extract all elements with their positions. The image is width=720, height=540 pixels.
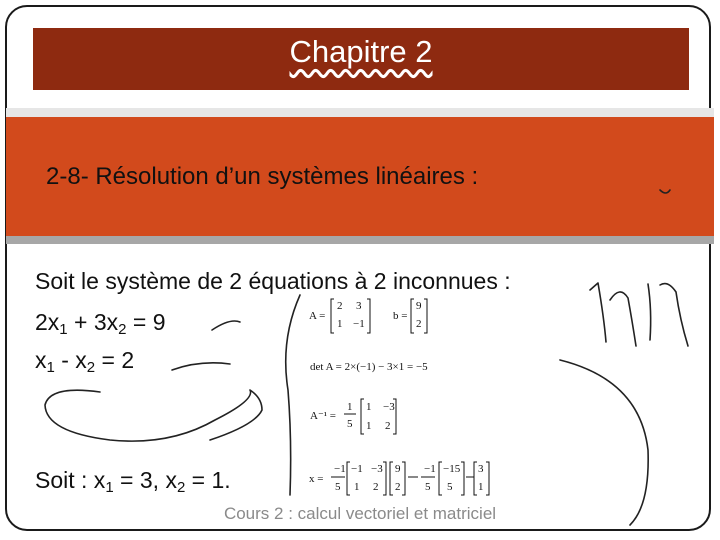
ink-stroke-eq1: [212, 321, 240, 330]
inverse-frac-den: 5: [347, 418, 353, 430]
inverse-label: A⁻¹ =: [310, 410, 337, 422]
x-frac2-den: 5: [425, 481, 431, 493]
section-subtitle: 2-8- Résolution d’un systèmes linéaires :: [46, 163, 479, 190]
inverse-r2c2: 2: [385, 420, 391, 432]
x-frac1-num: −1: [334, 463, 346, 475]
x-frac2-num: −1: [424, 463, 436, 475]
inverse-frac-num: 1: [347, 401, 353, 413]
x-mat-r1c1: −1: [351, 463, 363, 475]
determinant-line: det A = 2×(−1) − 3×1 = −5: [310, 361, 428, 373]
equation-1: $2x_1 + 3x_2 = 9$: [35, 309, 166, 338]
x-res-r2: 5: [447, 481, 453, 493]
x-sol-r1: 3: [478, 463, 484, 475]
slide-footer: Cours 2 : calcul vectoriel et matriciel: [223, 504, 497, 523]
matrix-a-r1c2: 3: [356, 300, 362, 312]
vector-b-label: b =: [393, 310, 408, 322]
matrix-a-r2c1: 1: [337, 318, 343, 330]
inverse-r1c1: 1: [366, 401, 372, 413]
x-mat-r2c2: 2: [373, 481, 379, 493]
matrix-a-label: A =: [309, 310, 326, 322]
ink-arc: [560, 360, 648, 525]
x-sol-r2: 1: [478, 481, 484, 493]
ink-loop: [45, 390, 262, 441]
ink-stroke-eq2: [172, 363, 230, 370]
vector-b-r2: 2: [416, 318, 422, 330]
inverse-r2c1: 1: [366, 420, 372, 432]
matrix-a-r2c2: −1: [353, 318, 365, 330]
x-mat-r1c2: −3: [371, 463, 383, 475]
inverse-r1c2: −3: [383, 401, 395, 413]
x-frac1-den: 5: [335, 481, 341, 493]
x-label: x =: [309, 473, 324, 485]
slide-title: Chapitre 2: [289, 34, 433, 69]
ink-scribble-2: [648, 284, 688, 346]
equation-2: $x_1 - x_2 = 2$: [35, 347, 135, 376]
x-mat-r2c1: 1: [354, 481, 360, 493]
ink-vertical-stroke: [286, 295, 300, 495]
vector-b-r1: 9: [416, 300, 422, 312]
solution-line: Soit : $x_1 = 3$, $x_2 = 1$.: [35, 467, 231, 496]
x-vec-r1: 9: [395, 463, 401, 475]
x-vec-r2: 2: [395, 481, 401, 493]
matrix-a-r1c1: 2: [337, 300, 343, 312]
x-res-r1: −15: [443, 463, 461, 475]
ink-tick: [660, 190, 670, 193]
ink-scribble-1: [590, 283, 636, 346]
intro-line: Soit le système de 2 équations à 2 inconnues :: [35, 268, 511, 294]
